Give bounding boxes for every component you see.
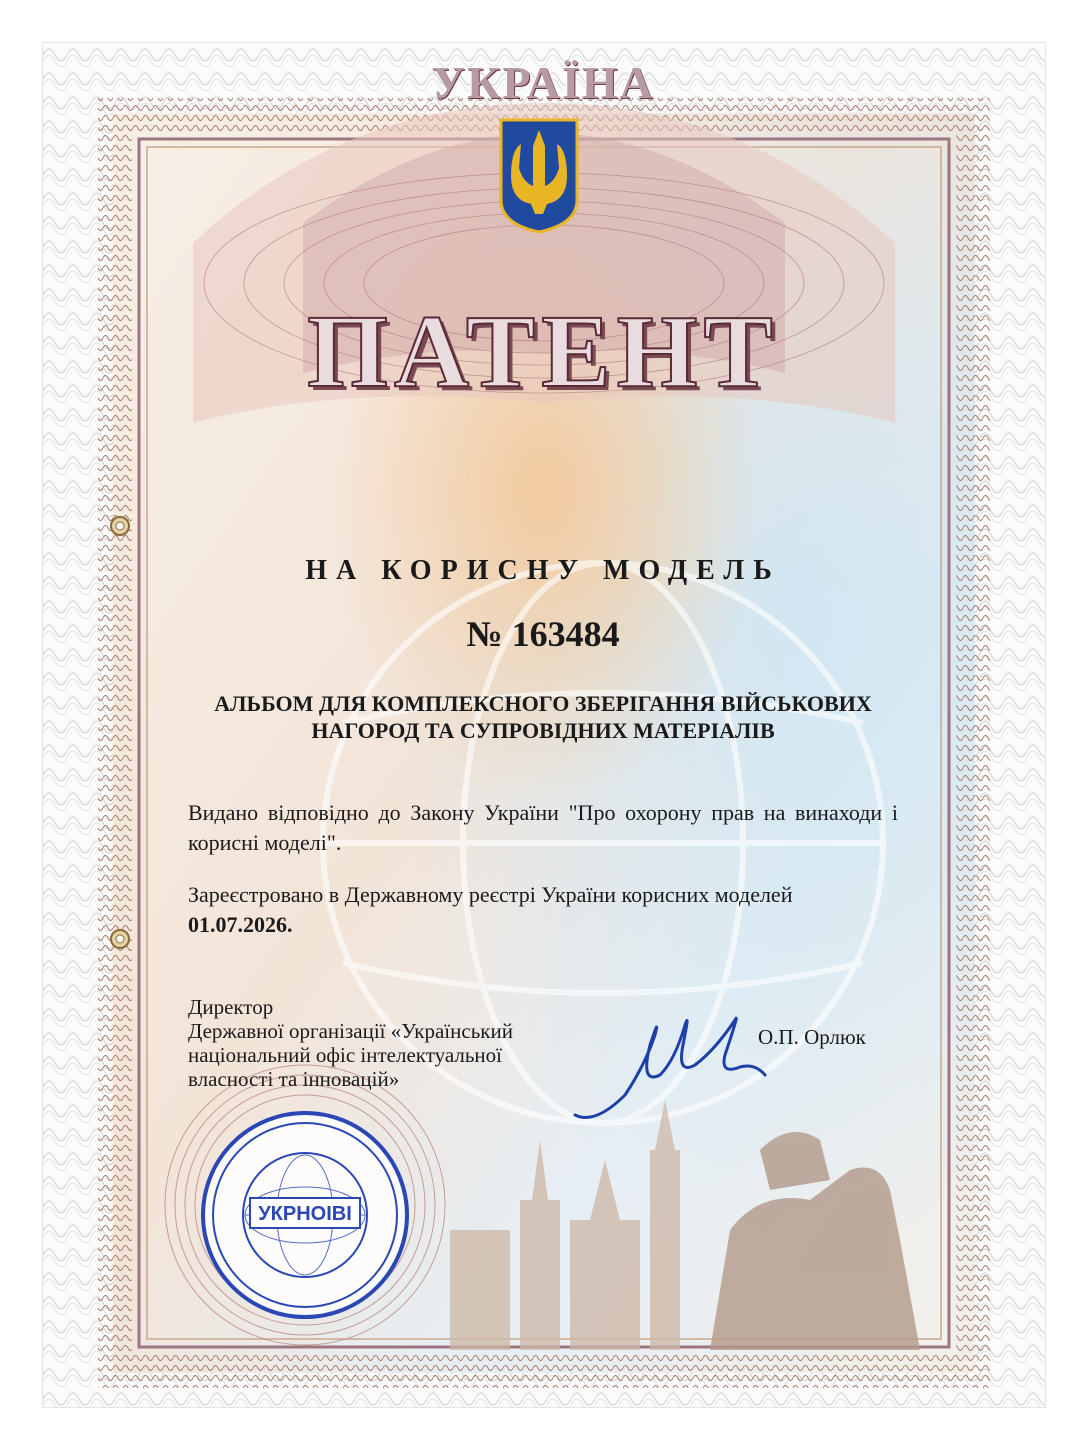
registration-date: 01.07.2026.: [188, 912, 293, 937]
binder-ring-top: [109, 515, 131, 537]
patent-title-line2: НАГОРОД ТА СУПРОВІДНИХ МАТЕРІАЛІВ: [311, 718, 775, 743]
director-title: Директор: [188, 995, 274, 1019]
director-org-line1: Державної організації «Український: [188, 1019, 513, 1043]
patent-subtitle: НА КОРИСНУ МОДЕЛЬ: [305, 555, 781, 586]
issued-statement: Видано відповідно до Закону України "Про охорону прав на винаходи і корисні моделі".: [188, 800, 898, 855]
director-block: [188, 995, 608, 1091]
country-heading: УКРАЇНА: [431, 57, 655, 108]
registration-text: Зареєстровано в Державному реєстрі України корисних моделей: [188, 882, 793, 907]
director-org-line3: власності та інновацій»: [188, 1067, 400, 1091]
patent-title: [150, 690, 936, 744]
stamp-center-text: УКРНОІВІ: [258, 1203, 352, 1225]
director-org-line2: національний офіс інтелектуальної: [188, 1043, 502, 1067]
official-stamp: [198, 1108, 412, 1322]
signer-name: О.П. Орлюк: [758, 1025, 866, 1049]
patent-number: № 163484: [466, 614, 620, 654]
binder-ring-bottom: [109, 928, 131, 950]
document-type-heading: ПАТЕНТ: [307, 294, 779, 409]
registration-statement: [188, 880, 898, 940]
patent-title-line1: АЛЬБОМ ДЛЯ КОМПЛЕКСНОГО ЗБЕРІГАННЯ ВІЙСЬКОВИХ: [214, 691, 872, 716]
coat-of-arms-icon: [497, 116, 581, 234]
